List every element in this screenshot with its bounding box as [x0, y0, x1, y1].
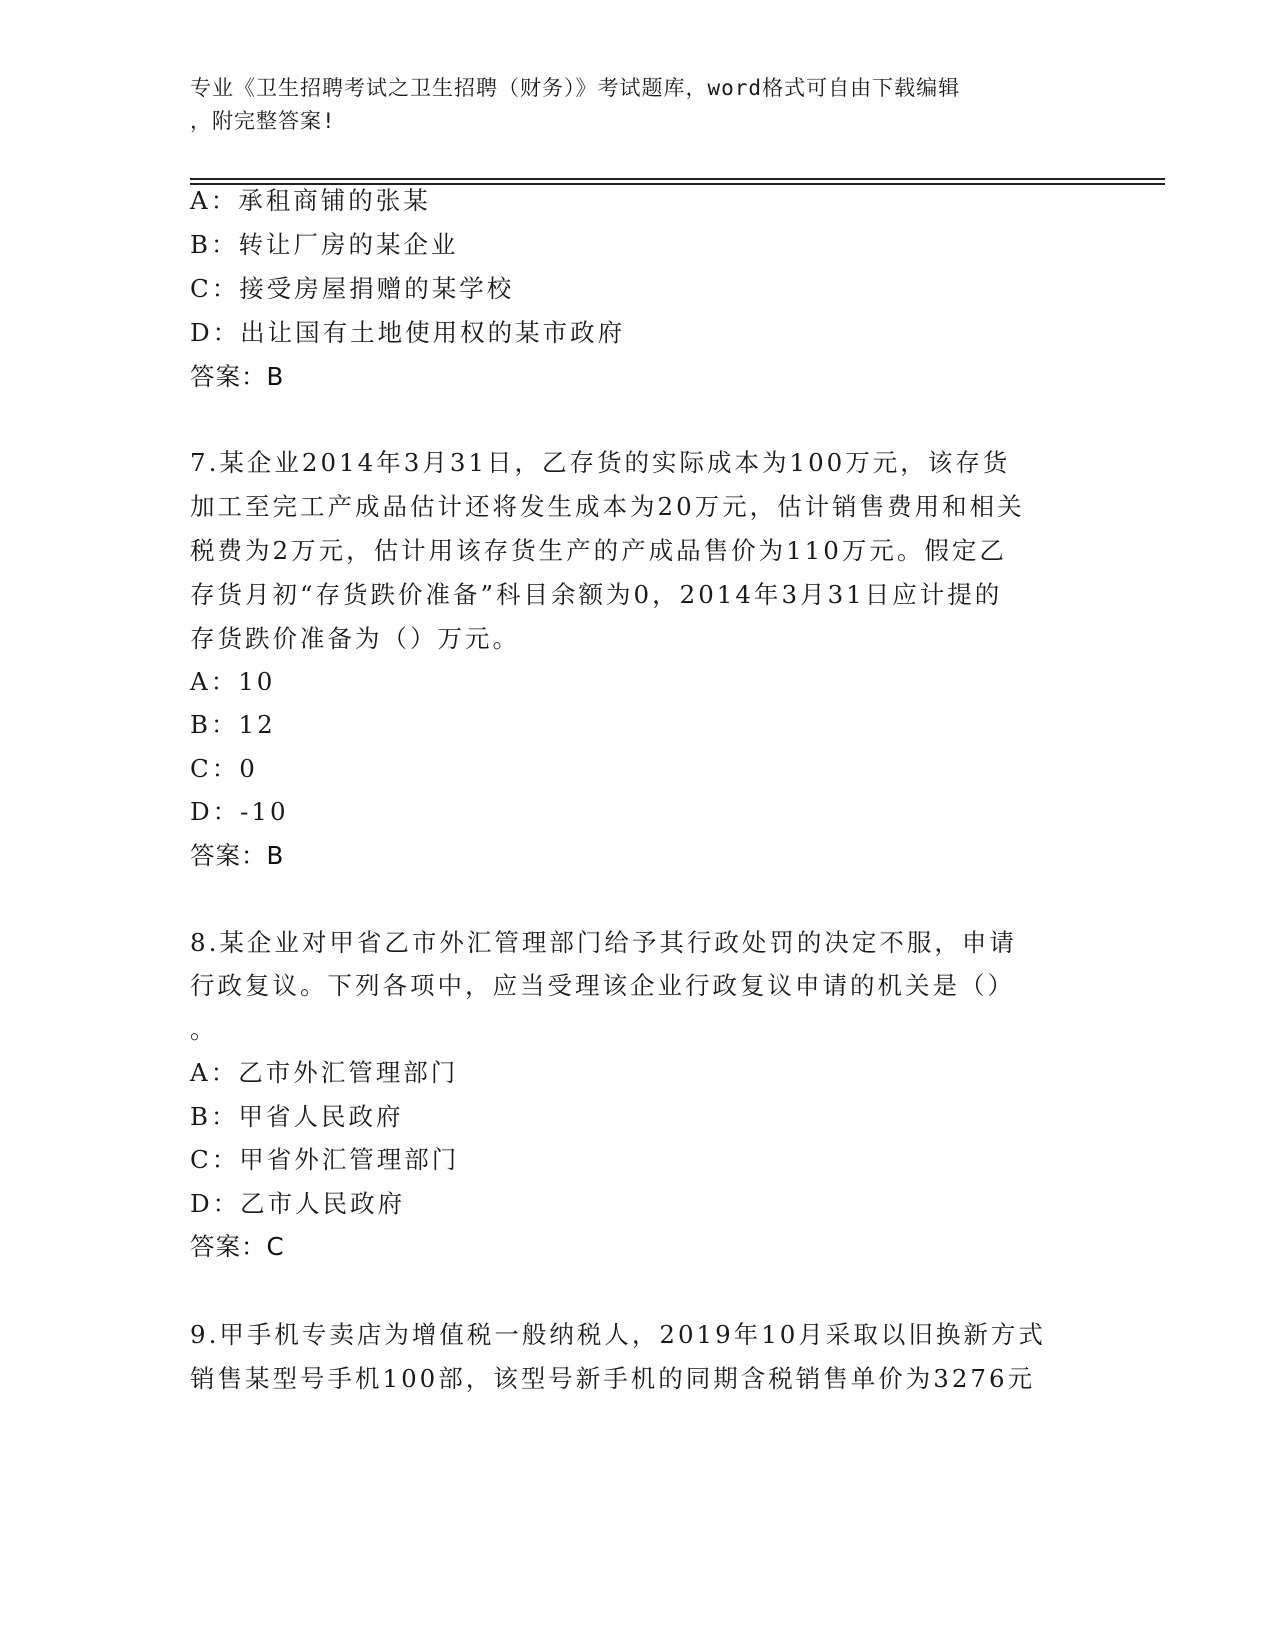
q6-answer: 答案：B: [190, 362, 285, 391]
document-header: [190, 72, 1090, 138]
q7-answer: 答案：B: [190, 841, 285, 870]
q8-stem-line-2: 行政复议。下列各项中，应当受理该企业行政复议申请的机关是（）: [190, 971, 1015, 1000]
q8-stem-line-1: 8.某企业对甲省乙市外汇管理部门给予其行政处罚的决定不服，申请: [190, 928, 1017, 957]
header-divider-bottom: [190, 183, 1165, 185]
header-line-2: ，附完整答案!: [190, 109, 336, 133]
q8-option-a: A：乙市外汇管理部门: [190, 1058, 459, 1087]
q8-answer: 答案：C: [190, 1232, 285, 1261]
header-line-1: 专业《卫生招聘考试之卫生招聘（财务）》考试题库，word格式可自由下载编辑: [190, 76, 961, 100]
q7-stem-line-5: 存货跌价准备为（）万元。: [190, 624, 520, 653]
q6-option-c: C：接受房屋捐赠的某学校: [190, 274, 515, 303]
q7-option-d: D：-10: [190, 797, 289, 826]
q7-stem-line-2: 加工至完工产成品估计还将发生成本为20万元，估计销售费用和相关: [190, 492, 1025, 521]
q7-stem-line-4: 存货月初“存货跌价准备”科目余额为0，2014年3月31日应计提的: [190, 580, 1003, 609]
q8-option-b: B：甲省人民政府: [190, 1102, 404, 1131]
q6-option-a: A：承租商铺的张某: [190, 186, 431, 215]
q6-option-b: B：转让厂房的某企业: [190, 230, 459, 259]
q7-stem-line-3: 税费为2万元，估计用该存货生产的产成品售价为110万元。假定乙: [190, 536, 1007, 565]
q7-stem-line-1: 7.某企业2014年3月31日，乙存货的实际成本为100万元，该存货: [190, 448, 1011, 477]
q9-stem-line-1: 9.甲手机专卖店为增值税一般纳税人，2019年10月采取以旧换新方式: [190, 1320, 1046, 1349]
q9-stem-line-2: 销售某型号手机100部，该型号新手机的同期含税销售单价为3276元: [190, 1364, 1036, 1393]
q7-option-a: A：10: [190, 667, 276, 696]
q6-option-d: D：出让国有土地使用权的某市政府: [190, 318, 626, 347]
q7-option-c: C：0: [190, 754, 258, 783]
q7-option-b: B：12: [190, 710, 276, 739]
q8-option-c: C：甲省外汇管理部门: [190, 1145, 460, 1174]
header-divider-top: [190, 178, 1165, 180]
q8-stem-line-3: 。: [190, 1015, 218, 1044]
q8-option-d: D：乙市人民政府: [190, 1189, 406, 1218]
